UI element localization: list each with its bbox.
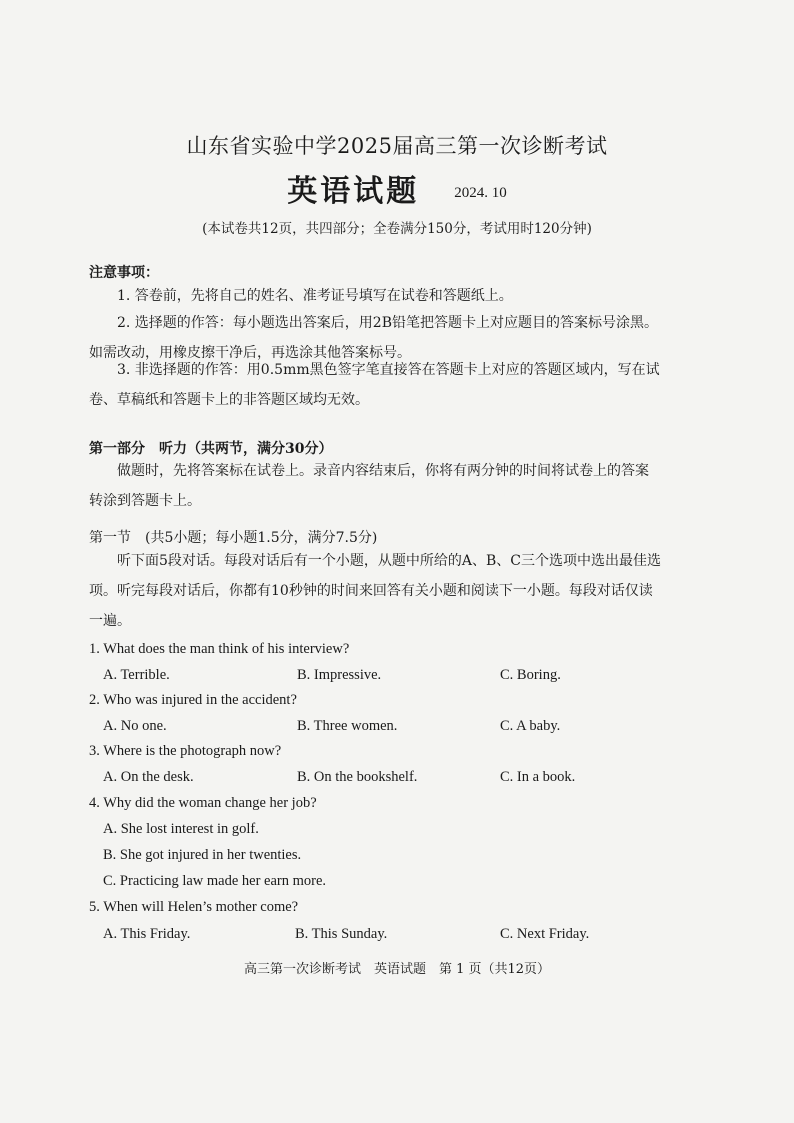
notice-item-1: 1. 答卷前，先将自己的姓名、准考证号填写在试卷和答题纸上。 [117,288,513,304]
question-1-option-c: C. Boring. [500,667,561,683]
notice-item-3: 3. 非选择题的作答：用0.5mm黑色签字笔直接答在答题卡上对应的答题区域内，写在试卷、草稿纸和答题卡上的非答题区域均无效。 [89,362,660,408]
question-5-option-b: B. This Sunday. [295,926,388,942]
page-footer: 高三第一次诊断考试 英语试题 第 1 页（共12页） [243,962,551,977]
exam-note: (本试卷共12页，共四部分；全卷满分150分，考试用时120分钟) [202,221,592,237]
question-5-option-c: C. Next Friday. [500,926,590,942]
question-1-stem: 1. What does the man think of his interview? [89,641,350,657]
question-1-option-a: A. Terrible. [103,667,170,683]
section1-intro: 听下面5段对话。每段对话后有一个小题，从题中所给的A、B、C三个选项中选出最佳选项。听完每段对话后，你都有10秒钟的时间来回答有关小题和阅读下一小题。每段对话仅读一遍。 [89,553,662,629]
question-3-option-c: C. In a book. [500,769,576,785]
section1-heading: 第一节 (共5小题；每小题1.5分，满分7.5分) [89,530,378,546]
question-4-stem: 4. Why did the woman change her job? [89,795,317,811]
exam-date: 2024. 10 [454,185,507,201]
part1-intro: 做题时，先将答案标在试卷上。录音内容结束后，你将有两分钟的时间将试卷上的答案转涂到答题卡上。 [89,463,649,509]
question-4-option-b: B. She got injured in her twenties. [103,847,302,863]
question-4-option-c: C. Practicing law made her earn more. [103,873,327,889]
question-3-option-a: A. On the desk. [103,769,194,785]
question-2-option-c: C. A baby. [500,718,561,734]
question-2-option-b: B. Three women. [297,718,398,734]
question-2-option-a: A. No one. [103,718,167,734]
notice-heading: 注意事项： [89,265,159,281]
notice-item-2: 2. 选择题的作答：每小题选出答案后，用2B铅笔把答题卡上对应题目的答案标号涂黑。如需改动，用橡皮擦干净后，再选涂其他答案标号。 [89,315,659,361]
exam-title: 山东省实验中学2025届高三第一次诊断考试 [186,134,608,158]
question-5-option-a: A. This Friday. [103,926,191,942]
question-3-stem: 3. Where is the photograph now? [89,743,282,759]
part1-heading: 第一部分 听力（共两节，满分30分） [89,441,333,457]
question-1-option-b: B. Impressive. [297,667,382,683]
question-4-option-a: A. She lost interest in golf. [103,821,259,837]
question-2-stem: 2. Who was injured in the accident? [89,692,297,708]
question-3-option-b: B. On the bookshelf. [297,769,418,785]
question-5-stem: 5. When will Helen’s mother come? [89,899,299,915]
subject-title: 英语试题 [287,174,420,209]
subject-line [0,166,794,210]
